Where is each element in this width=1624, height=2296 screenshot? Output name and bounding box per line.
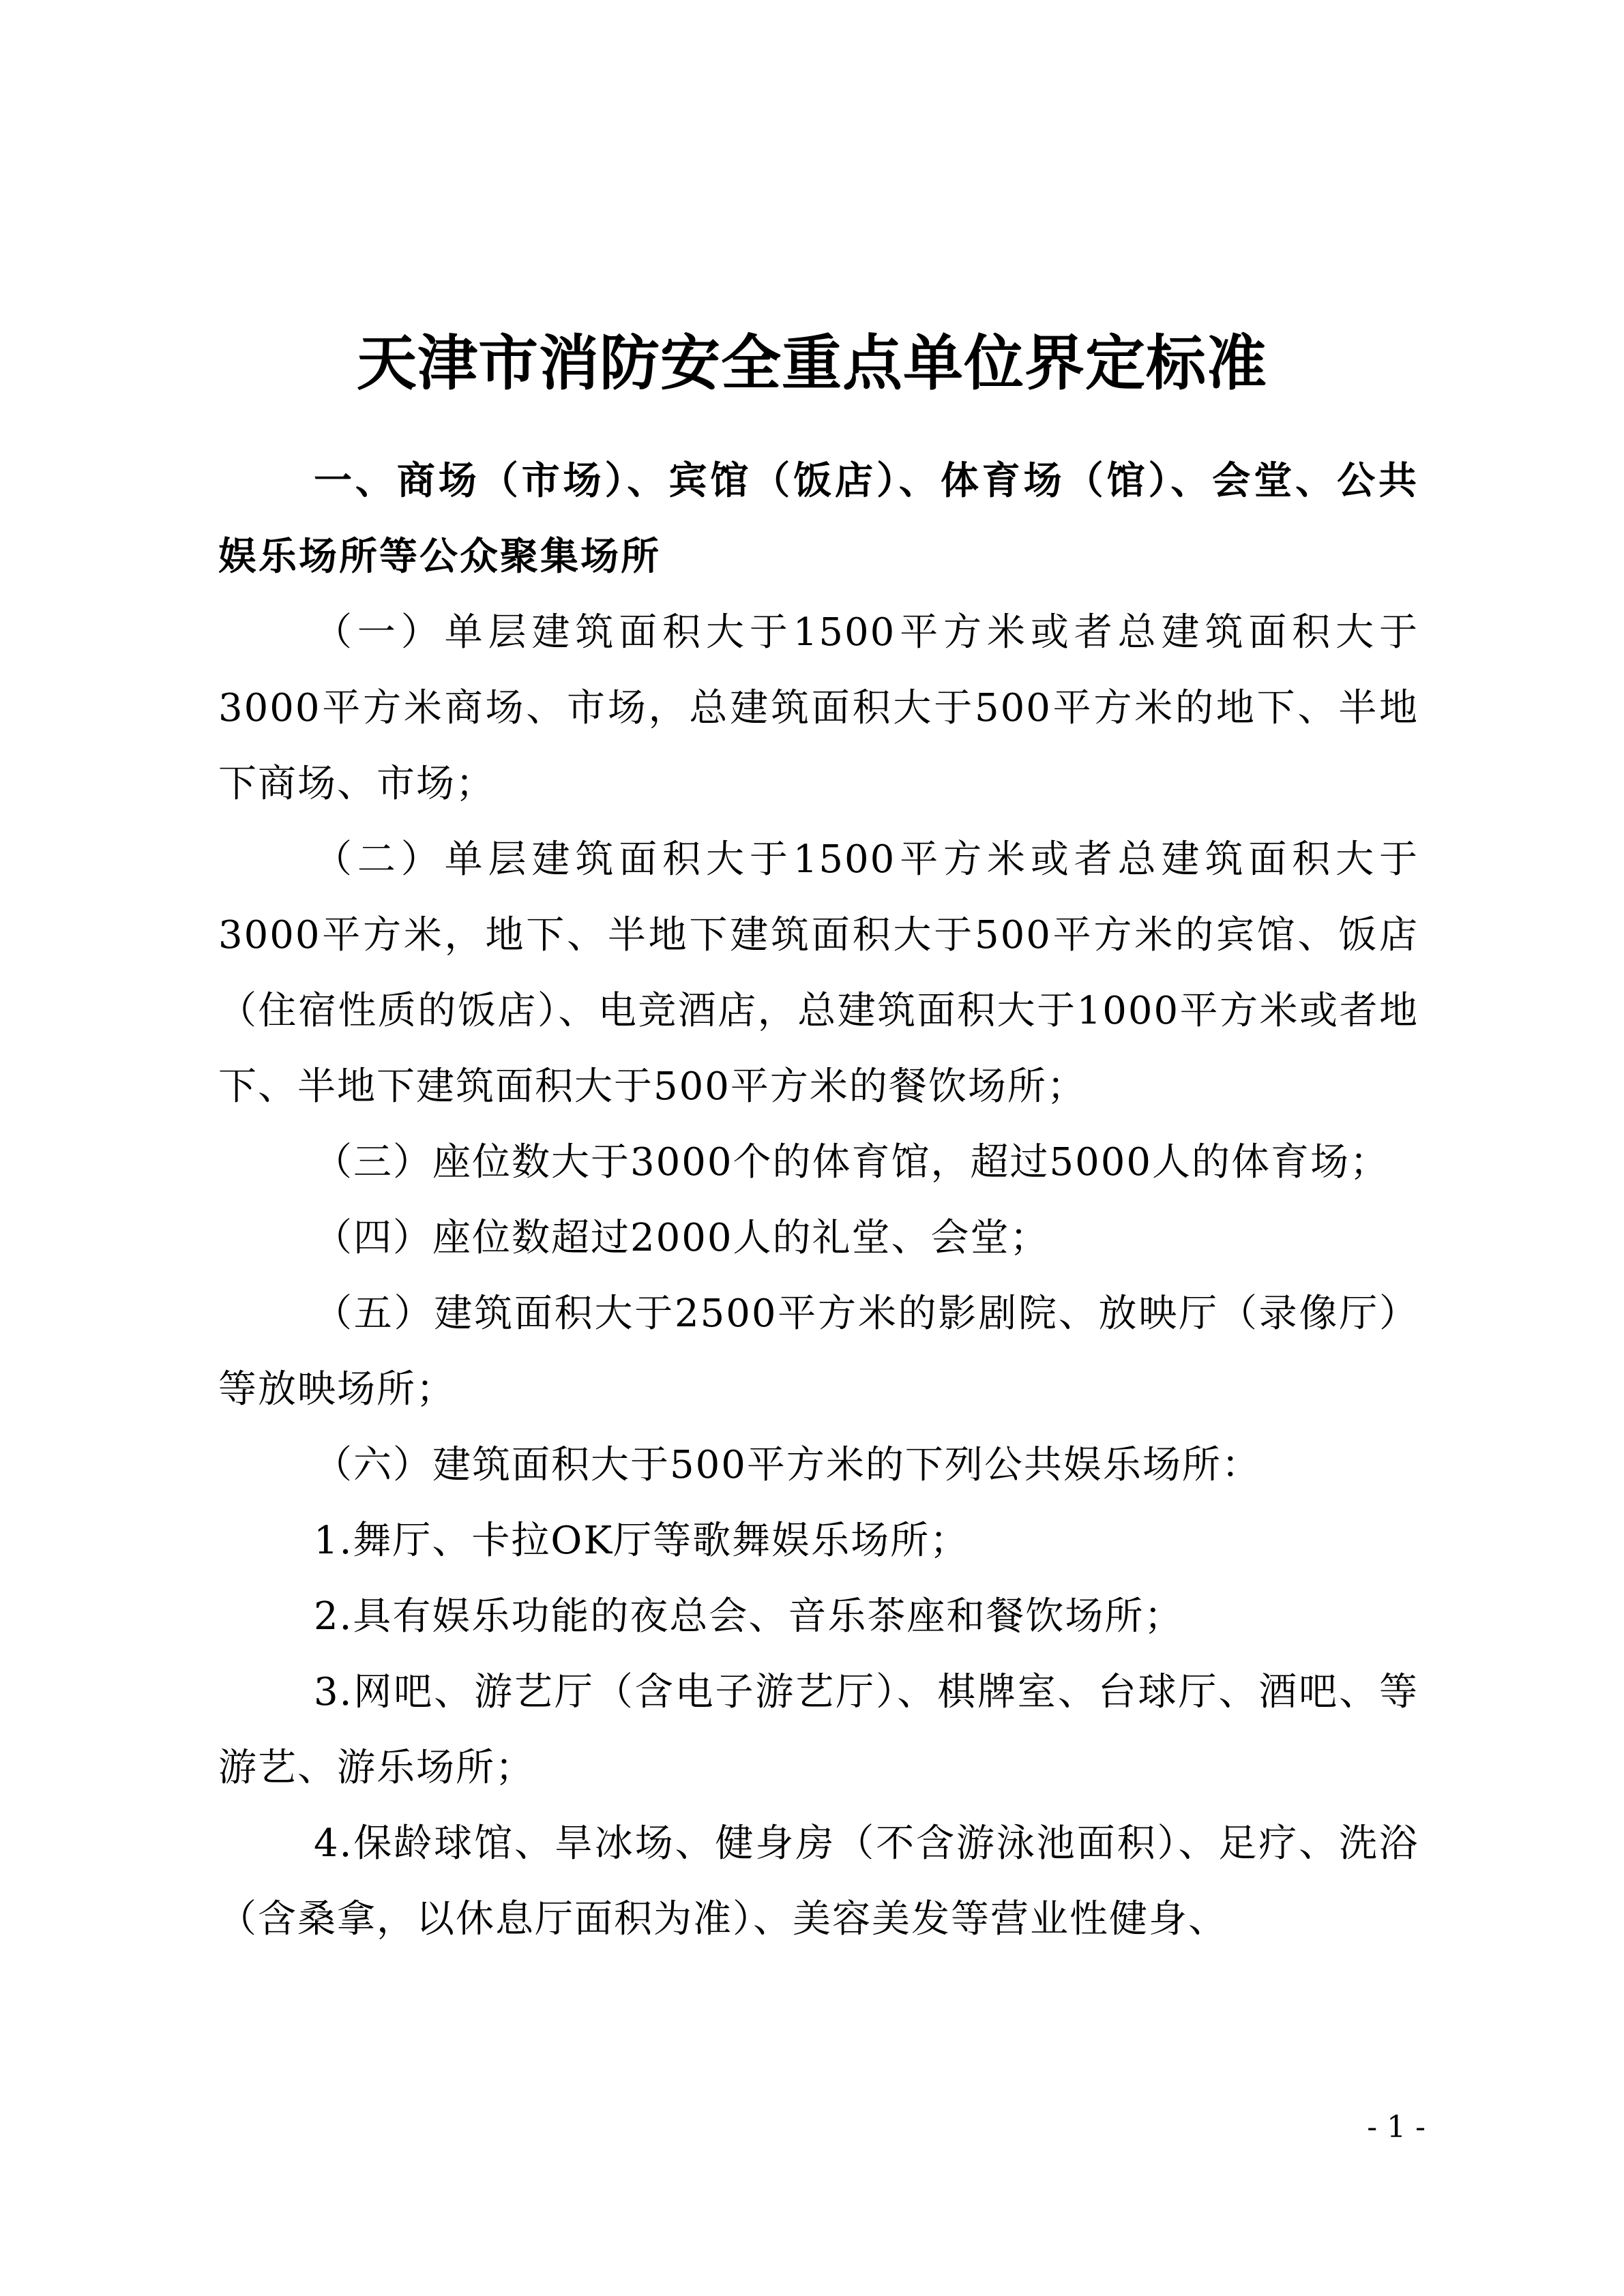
- item-5: （五）建筑面积大于2500平方米的影剧院、放映厅（录像厅）等放映场所；: [218, 1292, 1419, 1412]
- subitem-4: 4.保龄球馆、旱冰场、健身房（不含游泳池面积）、足疗、洗浴（含桑拿，以休息厅面积为准）、美容美发等营业性健身、: [218, 1821, 1419, 1941]
- section-heading-1: 一、商场（市场）、宾馆（饭店）、体育场（馆）、会堂、公共娱乐场所等公众聚集场所: [218, 459, 1419, 579]
- item-6: （六）建筑面积大于500平方米的下列公共娱乐场所：: [314, 1443, 1261, 1487]
- item-2: （二）单层建筑面积大于1500平方米或者总建筑面积大于3000平方米，地下、半地下建筑面积大于500平方米的宾馆、饭店（住宿性质的饭店）、电竞酒店，总建筑面积大于1000平方米或者地下、半地下建筑面积大于500平方米的餐饮场所；: [218, 837, 1419, 1109]
- subitem-2: 2.具有娱乐功能的夜总会、音乐茶座和餐饮场所；: [314, 1594, 1184, 1639]
- page-number: - 1 -: [1367, 2110, 1426, 2145]
- subitem-1: 1.舞厅、卡拉OK厅等歌舞娱乐场所；: [314, 1519, 970, 1563]
- item-3: （三）座位数大于3000个的体育馆，超过5000人的体育场；: [314, 1140, 1390, 1184]
- subitem-3: 3.网吧、游艺厅（含电子游艺厅）、棋牌室、台球厅、酒吧、等游艺、游乐场所；: [218, 1670, 1419, 1790]
- item-1: （一）单层建筑面积大于1500平方米或者总建筑面积大于3000平方米商场、市场，总建筑面积大于500平方米的地下、半地下商场、市场；: [218, 610, 1419, 806]
- document-title: 天津市消防安全重点单位界定标准: [356, 327, 1267, 398]
- document-body: [218, 443, 1419, 1957]
- item-4: （四）座位数超过2000人的礼堂、会堂；: [314, 1216, 1050, 1260]
